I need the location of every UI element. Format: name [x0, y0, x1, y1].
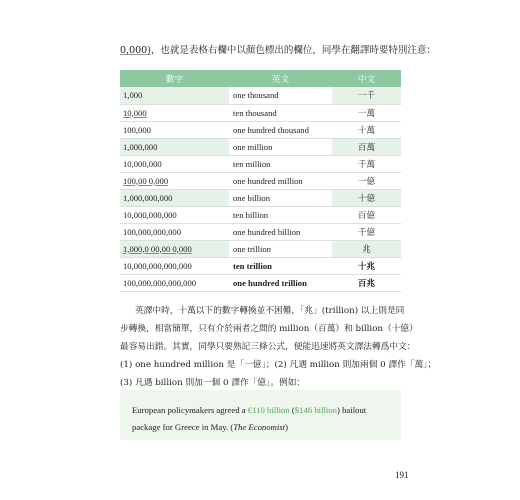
quote-line-1 — [132, 402, 401, 419]
cell-english: ten million — [229, 155, 332, 172]
cell-number: 1,000 — [120, 87, 229, 104]
explanation-paragraph — [120, 304, 437, 393]
cell-chinese: 百萬 — [332, 138, 401, 155]
table-row — [120, 189, 401, 206]
cell-english: ten billion — [229, 206, 332, 223]
table-row — [120, 104, 401, 121]
example-quote-box — [120, 390, 401, 440]
table-header-row — [120, 70, 401, 87]
cell-chinese: 一千 — [332, 87, 401, 104]
cell-chinese: 十萬 — [332, 121, 401, 138]
cell-number: 10,000,000,000 — [120, 206, 229, 223]
cell-number: 10,000,000,000,000 — [120, 257, 229, 274]
table-row — [120, 274, 401, 291]
paragraph-line: 英譯中時，十萬以下的數字轉換並不困難，「兆」(trillion) 以上則是同 — [135, 306, 405, 316]
table-row — [120, 87, 401, 104]
cell-english: one hundred billion — [229, 223, 332, 240]
cell-chinese: 一萬 — [332, 104, 401, 121]
cell-number: 1,000,000 — [120, 138, 229, 155]
quote-text: ) — [285, 422, 289, 432]
cell-chinese: 千億 — [332, 223, 401, 240]
header-chinese: 中文 — [332, 70, 401, 87]
amount-dollar: $146 billion — [294, 405, 338, 415]
number-table — [120, 70, 401, 292]
cell-number: 1,000,000,000 — [120, 189, 229, 206]
quote-text: European policymakers agreed a — [132, 405, 248, 415]
cell-chinese: 十兆 — [332, 257, 401, 274]
paragraph-line: 最容易出錯。其實，同學只要熟記三條公式，便能迅速將英文譯法轉爲中文： — [120, 341, 416, 352]
cell-english: one thousand — [229, 87, 332, 104]
quote-source: The Economist — [233, 422, 286, 432]
cell-number: 100,000 — [120, 121, 229, 138]
cell-chinese: 十億 — [332, 189, 401, 206]
quote-text: ( — [289, 405, 295, 415]
cell-number: 1,000,0 00,00 0,000 — [120, 240, 229, 257]
cell-chinese: 百億 — [332, 206, 401, 223]
paragraph-line: 步轉換，相當簡單，只有介於兩者之間的 million（百萬）和 billion（十億） — [120, 323, 418, 334]
cell-english: one hundred million — [229, 172, 332, 189]
cell-number: 100,000,000,000,000 — [120, 274, 229, 291]
cell-number: 10,000,000 — [120, 155, 229, 172]
table-row — [120, 172, 401, 189]
page-number: 191 — [395, 470, 409, 480]
cell-english: one hundred thousand — [229, 121, 332, 138]
quote-line-2 — [132, 419, 401, 436]
table-row — [120, 206, 401, 223]
cell-english: one billion — [229, 189, 332, 206]
cell-english: ten thousand — [229, 104, 332, 121]
intro-line — [120, 42, 436, 56]
table-row — [120, 257, 401, 274]
header-english: 英文 — [229, 70, 332, 87]
cell-english: one trillion — [229, 240, 332, 257]
cell-number: 100,00 0,000 — [120, 172, 229, 189]
cell-number: 10,000 — [120, 104, 229, 121]
intro-text: ，也就是表格右欄中以顏色標出的欄位，同學在翻譯時要特別注意： — [150, 45, 436, 56]
quote-text: ) bailout — [337, 405, 367, 415]
intro-number: 0,000) — [120, 45, 151, 56]
paragraph-line: (3) 凡遇 billion 則加一個 0 譯作「億」。例如： — [120, 377, 306, 388]
cell-chinese: 兆 — [332, 240, 401, 257]
cell-english: one million — [229, 138, 332, 155]
table-row — [120, 155, 401, 172]
header-number: 數字 — [120, 70, 229, 87]
amount-euro: €110 billion — [247, 405, 290, 415]
cell-chinese: 千萬 — [332, 155, 401, 172]
table-row — [120, 121, 401, 138]
table-row — [120, 223, 401, 240]
table-row — [120, 138, 401, 155]
table-row — [120, 240, 401, 257]
paragraph-line: (1) one hundred million 是「一億」；(2) 凡遇 million 則加兩個 0 譯作「萬」； — [120, 359, 437, 370]
cell-english: ten trillion — [229, 257, 332, 274]
cell-english: one hundred trillion — [229, 274, 332, 291]
quote-text: package for Greece in May. ( — [132, 422, 234, 432]
cell-chinese: 一億 — [332, 172, 401, 189]
cell-chinese: 百兆 — [332, 274, 401, 291]
cell-number: 100,000,000,000 — [120, 223, 229, 240]
